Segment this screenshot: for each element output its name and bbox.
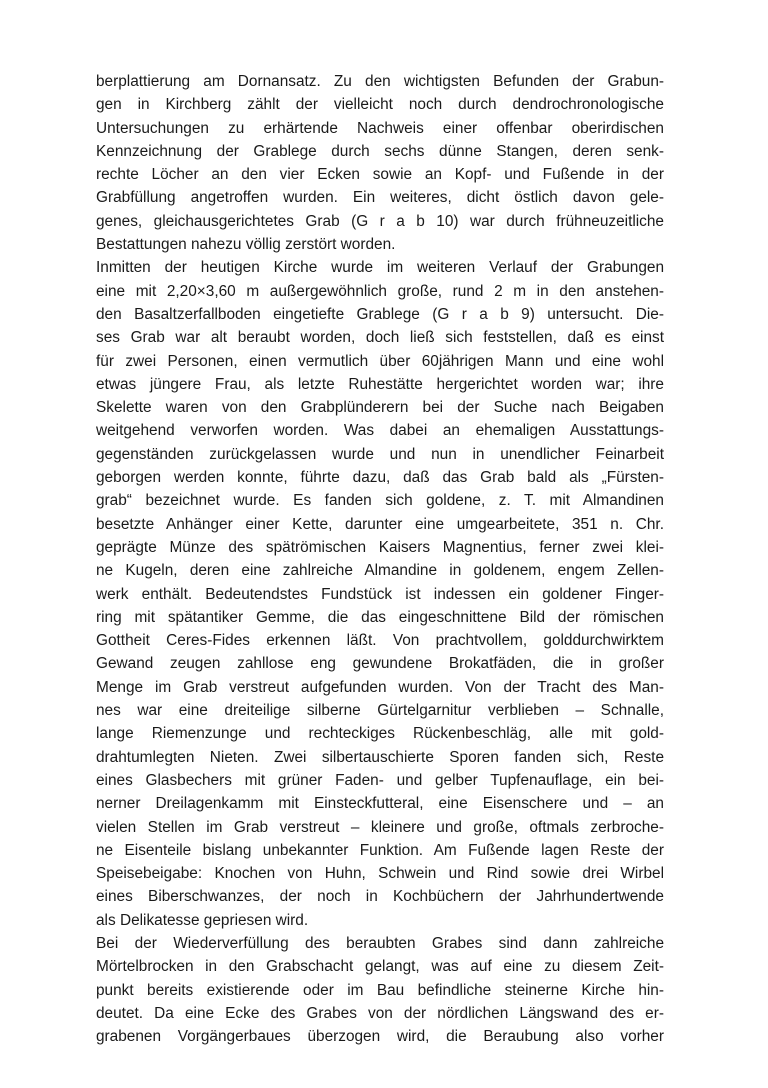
body-text-line: besetzte Anhänger einer Kette, darunter eine umgearbeitete, 351 n. Chr. [96, 515, 664, 533]
body-text-line: etwas jüngere Frau, als letzte Ruhestätte hergerichtet worden war; ihre [96, 375, 664, 393]
body-text-line: ring mit spätantiker Gemme, die das eingeschnittene Bild der römischen [96, 608, 664, 626]
body-text-line: als Delikatesse gepriesen wird. [96, 911, 309, 929]
body-text-line: grabenen Vorgängerbaues überzogen wird, die Beraubung also vorher [96, 1028, 664, 1046]
body-text-line: Untersuchungen zu erhärtende Nachweis einer offenbar oberirdischen [96, 119, 664, 137]
body-text-line: den Basaltzerfallboden eingetiefte Grablege (G r a b 9) untersucht. Die- [96, 305, 664, 323]
body-text-line: gegenständen zurückgelassen wurde und nun in unendlicher Feinarbeit [96, 445, 664, 463]
body-text-line: Menge im Grab verstreut aufgefunden wurden. Von der Tracht des Man- [96, 678, 664, 696]
body-text-line: Gottheit Ceres-Fides erkennen läßt. Von prachtvollem, golddurchwirktem [96, 632, 664, 650]
body-text-line: Bestattungen nahezu völlig zerstört worden. [96, 236, 396, 254]
body-text-line: ne Kugeln, deren eine zahlreiche Almandine in goldenem, engem Zellen- [96, 562, 664, 580]
body-text-line: eine mit 2,20×3,60 m außergewöhnlich große, rund 2 m in den anstehen- [96, 282, 664, 300]
body-text-line: deutet. Da eine Ecke des Grabes von der nördlichen Längswand des er- [96, 1004, 664, 1022]
body-text-line: nes war eine dreiteilige silberne Gürtelgarnitur verblieben – Schnalle, [96, 702, 664, 720]
body-text-line: weitgehend verworfen worden. Was dabei an ehemaligen Ausstattungs- [96, 422, 664, 440]
body-text-line: Bei der Wiederverfüllung des beraubten Grabes sind dann zahlreiche [96, 934, 664, 952]
body-text-line: Gewand zeugen zahllose eng gewundene Brokatfäden, die in großer [96, 655, 664, 673]
body-text-line: geborgen werden konnte, führte dazu, daß das Grab bald als „Fürsten- [96, 469, 664, 487]
body-text-line: geprägte Münze des spätrömischen Kaisers Magnentius, ferner zwei klei- [96, 538, 664, 556]
body-text-line: Speisebeigabe: Knochen von Huhn, Schwein und Rind sowie drei Wirbel [96, 865, 664, 883]
body-text-line: grab“ bezeichnet wurde. Es fanden sich goldene, z. T. mit Almandinen [96, 492, 664, 510]
body-text-line: berplattierung am Dornansatz. Zu den wichtigsten Befunden der Grabun- [96, 73, 664, 90]
document-page [96, 70, 664, 1048]
body-text-line: eines Glasbechers mit grüner Faden- und gelber Tupfenauflage, ein bei- [96, 771, 664, 789]
body-text-line: für zwei Personen, einen vermutlich über 60jährigen Mann und eine wohl [96, 352, 664, 370]
body-text-line: werk enthält. Bedeutendstes Fundstück ist indessen ein goldener Finger- [96, 585, 664, 603]
body-text-line: punkt bereits existierende oder im Bau befindliche steinerne Kirche hin- [96, 981, 664, 999]
body-text-line: eines Biberschwanzes, der noch in Kochbüchern der Jahrhundertwende [96, 888, 664, 906]
body-text-line: nerner Dreilagenkamm mit Einsteckfutteral, eine Eisenschere und – an [96, 795, 664, 813]
body-text-line: genes, gleichausgerichtetes Grab (G r a b 10) war durch frühneuzeitliche [96, 212, 664, 230]
body-text-line: gen in Kirchberg zählt der vielleicht noch durch dendrochronologische [96, 96, 664, 114]
body-text-line: ne Eisenteile bislang unbekannter Funktion. Am Fußende lagen Reste der [96, 841, 664, 859]
body-text-line: ses Grab war alt beraubt worden, doch ließ sich feststellen, daß es einst [96, 329, 664, 347]
body-text-line: drahtumlegten Nieten. Zwei silbertauschierte Sporen fanden sich, Reste [96, 748, 664, 766]
body-text-line: lange Riemenzunge und rechteckiges Rückenbeschläg, alle mit gold- [96, 725, 664, 743]
body-text-line: Mörtelbrocken in den Grabschacht gelangt, was auf eine zu diesem Zeit- [96, 958, 664, 976]
body-text-line: Grabfüllung angetroffen wurden. Ein weiteres, dicht östlich davon gele- [96, 189, 664, 207]
body-text-line: Skelette waren von den Grabplünderern bei der Suche nach Beigaben [96, 399, 664, 417]
body-text-line: Inmitten der heutigen Kirche wurde im weiteren Verlauf der Grabungen [96, 259, 664, 277]
body-text-line: Kennzeichnung der Grablege durch sechs dünne Stangen, deren senk- [96, 142, 664, 160]
body-text-line: rechte Löcher an den vier Ecken sowie an Kopf- und Fußende in der [96, 166, 664, 184]
body-text-line: vielen Stellen im Grab verstreut – kleinere und große, oftmals zerbroche- [96, 818, 664, 836]
